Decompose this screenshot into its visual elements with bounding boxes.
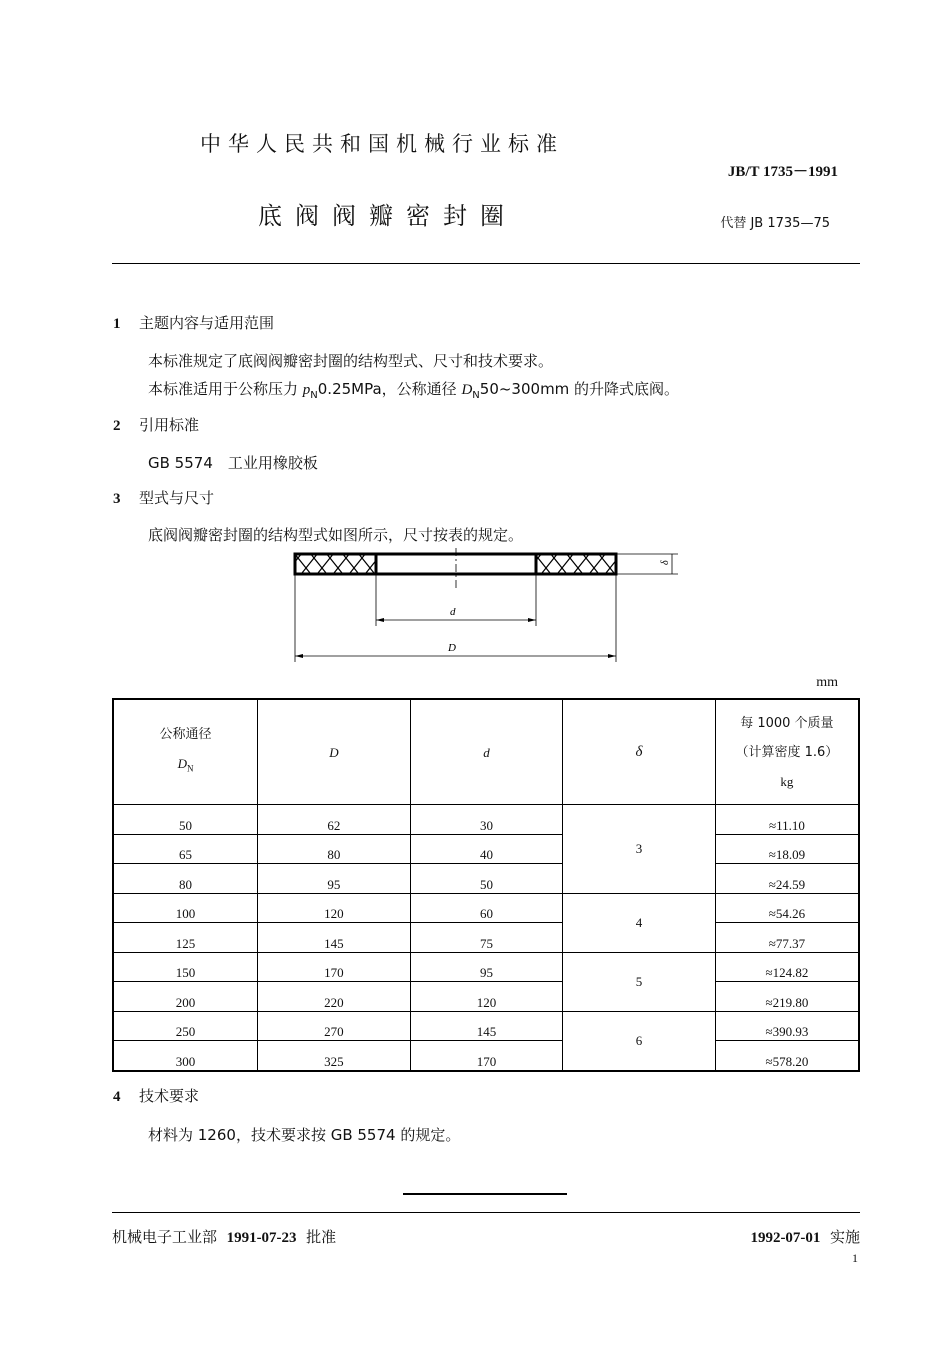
diameter-subscript: N xyxy=(472,390,480,401)
table-header-row xyxy=(113,699,859,805)
table-row xyxy=(113,893,859,923)
right-section-hatch xyxy=(536,554,616,574)
cell-d: 145 xyxy=(410,1011,563,1041)
section-1-para-2 xyxy=(148,378,679,401)
section-title: 技术要求 xyxy=(139,1087,200,1105)
section-4-heading xyxy=(113,1085,199,1106)
table-row xyxy=(113,952,859,982)
section-2-heading xyxy=(113,414,199,435)
cell-D: 145 xyxy=(258,923,411,953)
cell-delta: 5 xyxy=(563,952,716,1011)
cell-d: 30 xyxy=(410,805,563,835)
cell-dn: 100 xyxy=(113,893,258,923)
cell-d: 170 xyxy=(410,1041,563,1071)
table-unit: mm xyxy=(816,675,838,690)
cell-dn: 65 xyxy=(113,834,258,864)
d-label: d xyxy=(450,606,456,618)
cell-mass: ≈18.09 xyxy=(715,834,859,864)
cell-dn: 300 xyxy=(113,1041,258,1071)
cell-dn: 125 xyxy=(113,923,258,953)
cell-d: 95 xyxy=(410,952,563,982)
effective-word: 实施 xyxy=(829,1228,860,1246)
cell-delta: 3 xyxy=(563,805,716,894)
document-title: 底阀阀瓣密封圈 xyxy=(258,202,517,230)
cell-d: 60 xyxy=(410,893,563,923)
section-4-para-1: 材料为 1260，技术要求按 GB 5574 的规定。 xyxy=(148,1126,461,1144)
table-row xyxy=(113,1041,859,1071)
cell-delta: 4 xyxy=(563,893,716,952)
table-row xyxy=(113,923,859,953)
table-row xyxy=(113,1011,859,1041)
seal-ring-diagram xyxy=(290,548,690,666)
header-subscript: N xyxy=(186,763,194,774)
approval-word: 批准 xyxy=(306,1228,337,1246)
para-text: 本标准适用于公称压力 xyxy=(148,380,303,398)
header-text: D xyxy=(177,756,187,772)
header-mass xyxy=(715,699,859,805)
table-row xyxy=(113,982,859,1012)
section-title: 引用标准 xyxy=(139,416,200,434)
cell-D: 325 xyxy=(258,1041,411,1071)
cell-dn: 150 xyxy=(113,952,258,982)
header-nominal-diameter xyxy=(113,699,258,805)
cell-d: 75 xyxy=(410,923,563,953)
cell-d: 120 xyxy=(410,982,563,1012)
replaces-note: 代替 JB 1735—75 xyxy=(720,216,830,231)
cell-mass: ≈219.80 xyxy=(715,982,859,1012)
pressure-symbol: p xyxy=(302,382,311,398)
cell-dn: 50 xyxy=(113,805,258,835)
cell-d: 50 xyxy=(410,864,563,894)
header-text: 每 1000 个质量 xyxy=(740,715,834,731)
section-2-para-1: GB 5574 工业用橡胶板 xyxy=(148,454,318,472)
effective-date: 1992-07-01 xyxy=(750,1230,821,1246)
para-text: 50~300mm 的升降式底阀。 xyxy=(479,380,680,398)
D-label: D xyxy=(448,642,456,654)
cell-D: 120 xyxy=(258,893,411,923)
approval-date: 1991-07-23 xyxy=(226,1230,297,1246)
pressure-subscript: N xyxy=(310,390,318,401)
footer-rule xyxy=(112,1212,860,1213)
section-3-heading xyxy=(113,487,214,508)
section-1-para-1: 本标准规定了底阀阀瓣密封圈的结构型式、尺寸和技术要求。 xyxy=(148,352,554,370)
section-title: 型式与尺寸 xyxy=(139,489,215,507)
cell-D: 220 xyxy=(258,982,411,1012)
industry-standard-title: 中华人民共和国机械行业标准 xyxy=(200,132,564,156)
diameter-symbol: D xyxy=(461,382,473,398)
header-text: 公称通径 xyxy=(159,727,212,743)
section-title: 主题内容与适用范围 xyxy=(139,314,275,332)
left-section-hatch xyxy=(295,554,376,574)
standard-code: JB/T 1735－1991 xyxy=(727,164,838,180)
cell-d: 40 xyxy=(410,834,563,864)
page-number: 1 xyxy=(852,1251,858,1265)
section-number: 4 xyxy=(113,1089,121,1105)
header-d: d xyxy=(410,699,563,805)
approving-body: 机械电子工业部 xyxy=(112,1228,218,1246)
cell-mass: ≈54.26 xyxy=(715,893,859,923)
header-delta: δ xyxy=(563,699,716,805)
cell-dn: 200 xyxy=(113,982,258,1012)
cell-delta: 6 xyxy=(563,1011,716,1071)
table-row xyxy=(113,834,859,864)
cell-mass: ≈578.20 xyxy=(715,1041,859,1071)
para-text: 0.25MPa，公称通径 xyxy=(317,380,462,398)
dimension-table xyxy=(112,698,860,1072)
table-row xyxy=(113,864,859,894)
delta-label: δ xyxy=(660,560,671,565)
section-number: 2 xyxy=(113,418,121,434)
cell-D: 62 xyxy=(258,805,411,835)
cell-mass: ≈77.37 xyxy=(715,923,859,953)
cell-mass: ≈24.59 xyxy=(715,864,859,894)
approval-line xyxy=(112,1226,336,1247)
section-number: 3 xyxy=(113,491,121,507)
cell-D: 270 xyxy=(258,1011,411,1041)
cell-mass: ≈390.93 xyxy=(715,1011,859,1041)
effective-line xyxy=(750,1226,860,1247)
header-text: （计算密度 1.6） xyxy=(735,744,839,760)
section-3-para-1: 底阀阀瓣密封圈的结构型式如图所示，尺寸按表的规定。 xyxy=(148,526,524,544)
header-text: kg xyxy=(780,773,794,789)
cell-dn: 250 xyxy=(113,1011,258,1041)
cell-D: 95 xyxy=(258,864,411,894)
cell-mass: ≈11.10 xyxy=(715,805,859,835)
cell-dn: 80 xyxy=(113,864,258,894)
cell-D: 80 xyxy=(258,834,411,864)
table-row xyxy=(113,805,859,835)
cell-mass: ≈124.82 xyxy=(715,952,859,982)
section-number: 1 xyxy=(113,316,121,332)
section-1-heading xyxy=(113,312,274,333)
end-rule xyxy=(403,1193,567,1195)
top-rule xyxy=(112,263,860,264)
header-D: D xyxy=(258,699,411,805)
header-symbol xyxy=(114,749,257,784)
cell-D: 170 xyxy=(258,952,411,982)
